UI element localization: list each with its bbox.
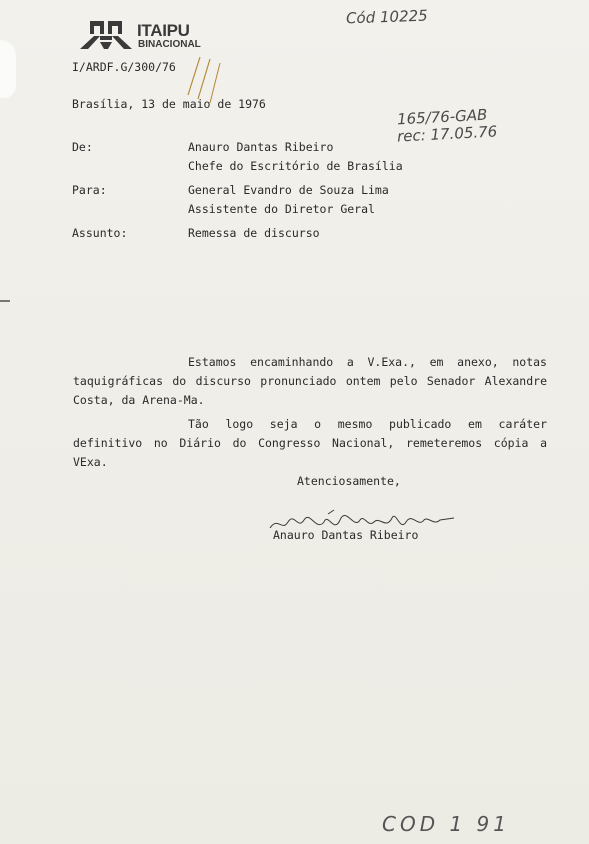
reference-number: I/ARDF.G/300/76 xyxy=(72,60,176,74)
closing: Atenciosamente, xyxy=(297,474,401,488)
subject-label: Assunto: xyxy=(72,226,128,240)
punch-mark xyxy=(0,300,10,302)
handwritten-annotation-2: rec: 17.05.76 xyxy=(396,122,498,146)
body-paragraph-1 xyxy=(73,353,547,410)
to-title: Assistente do Diretor Geral xyxy=(188,202,375,216)
paragraph-2-text: Tão logo seja o mesmo publicado em caráter definitivo no Diário do Congresso Nacional, remeteremos cópia a VExa. xyxy=(73,417,547,469)
itaipu-logo xyxy=(80,21,210,51)
to-name: General Evandro de Souza Lima xyxy=(188,183,389,197)
itaipu-logo-icon xyxy=(80,21,132,49)
body-paragraph-2 xyxy=(73,415,547,472)
logo-title: ITAIPU xyxy=(137,21,190,40)
signature-name: Anauro Dantas Ribeiro xyxy=(273,528,419,542)
date-line: Brasília, 13 de maio de 1976 xyxy=(72,97,266,111)
from-name: Anauro Dantas Ribeiro xyxy=(188,140,334,154)
from-title: Chefe do Escritório de Brasília xyxy=(188,159,403,173)
handwritten-annotation-1: 165/76-GAB xyxy=(396,105,488,129)
torn-edge xyxy=(0,40,16,98)
handwritten-code: Cód 10225 xyxy=(345,6,428,28)
logo-subtitle: BINACIONAL xyxy=(138,39,201,50)
subject-text: Remessa de discurso xyxy=(188,226,320,240)
from-label: De: xyxy=(72,140,93,154)
footer-handwritten-code: COD 1 91 xyxy=(382,812,510,836)
to-label: Para: xyxy=(72,183,107,197)
paragraph-1-text: Estamos encaminhando a V.Exa., em anexo, notas taquigráficas do discurso pronunciado ontem pelo Senador Alexandre Costa, da Arena-Ma. xyxy=(73,355,547,407)
